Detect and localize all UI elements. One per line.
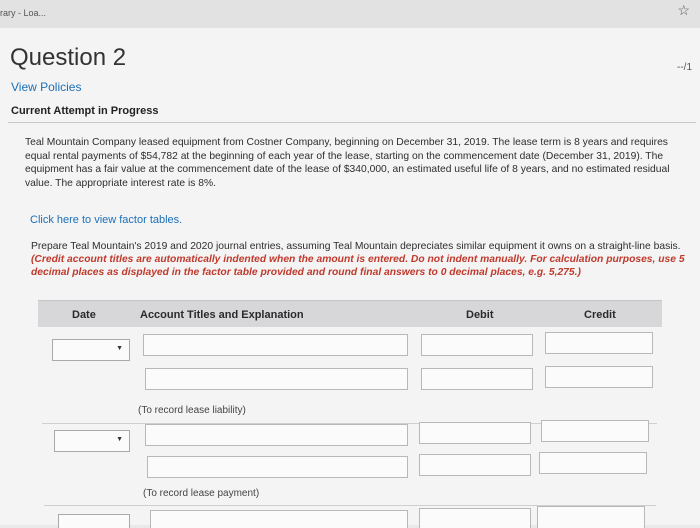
instructions-main: Prepare Teal Mountain's 2019 and 2020 journal entries, assuming Teal Mountain depreciates similar equipment it owns on a straight-line basis. (31, 241, 681, 252)
view-policies-link[interactable]: View Policies (11, 80, 82, 94)
account-column-header: Account Titles and Explanation (140, 309, 304, 321)
browser-tab-title[interactable]: rary - Loa... (0, 8, 47, 18)
debit-input[interactable] (421, 334, 533, 356)
date-select[interactable] (52, 339, 130, 361)
debit-column-header: Debit (466, 309, 494, 321)
journal-table-header (38, 300, 662, 327)
credit-input[interactable] (541, 420, 649, 442)
header-divider (8, 122, 696, 123)
instructions (31, 240, 689, 280)
date-select[interactable] (54, 430, 130, 452)
account-input[interactable] (150, 510, 408, 528)
question-page (0, 28, 700, 525)
account-input[interactable] (145, 368, 408, 390)
chevron-down-icon: ▼ (116, 436, 123, 443)
bookmark-star-icon[interactable]: ☆ (677, 2, 690, 18)
date-column-header: Date (72, 309, 96, 321)
credit-input[interactable] (545, 332, 653, 354)
attempt-status: Current Attempt in Progress (11, 105, 159, 117)
entry-note: (To record lease liability) (138, 405, 246, 416)
factor-tables-link[interactable]: Click here to view factor tables. (30, 214, 183, 226)
problem-text: Teal Mountain Company leased equipment from Costner Company, beginning on December 31, 2019. The lease term is 8 years and requires equal rental payments of $54,782 at the beginning of each year of the lease, starting on the commencement date (December 31, 2019). The equipment has a fair value at the commencement date of the lease of $340,000, an estimated useful life of 8 years, and no estimated residual value. The appropriate interest rate is 8%. (25, 137, 670, 189)
entry-note: (To record lease payment) (143, 488, 260, 499)
credit-input[interactable] (539, 452, 647, 474)
account-input[interactable] (143, 334, 408, 356)
debit-input[interactable] (419, 422, 531, 444)
question-title: Question 2 (10, 44, 127, 71)
account-input[interactable] (145, 424, 408, 446)
points-indicator: --/1 (677, 62, 692, 73)
credit-input[interactable] (545, 366, 653, 388)
debit-input[interactable] (421, 368, 533, 390)
account-input[interactable] (147, 456, 408, 478)
instructions-note: (Credit account titles are automatically indented when the amount is entered. Do not indent manually. For calculation purposes, use 5 decimal places as displayed in the factor table provided and round final answers to 0 decimal places, e.g. 5,275.) (31, 254, 685, 279)
date-select[interactable] (58, 514, 130, 528)
debit-input[interactable] (419, 454, 531, 476)
browser-bar (0, 0, 700, 28)
debit-input[interactable] (419, 508, 531, 528)
chevron-down-icon: ▼ (116, 345, 123, 352)
credit-column-header: Credit (584, 309, 616, 321)
